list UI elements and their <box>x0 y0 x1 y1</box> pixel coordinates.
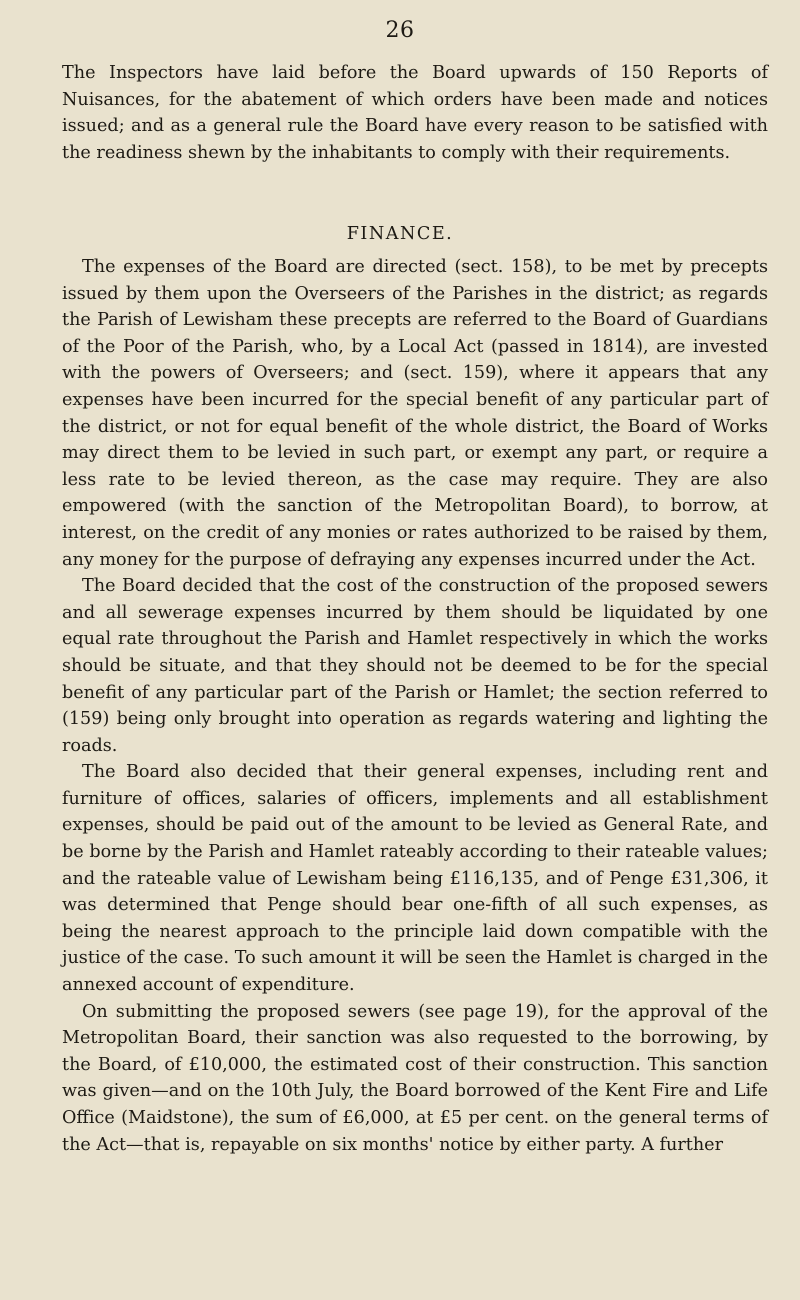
intro-paragraph: The Inspectors have laid before the Board upwards of 150 Reports of Nuisances, for the abatement of which orders have been made and notices issued; and as a general rule the Board have every reason to be satisfied with the readiness shewn by the inhabitants to comply with their requirements. <box>62 63 768 163</box>
finance-paragraph-1: The expenses of the Board are directed (sect. 158), to be met by precepts issued by them upon the Overseers of the Parishes in the district; as regards the Parish of Lewisham these precepts are referred to the Board of Guardians of the Poor of the Parish, who, by a Local Act (passed in 1814), are invested with the powers of Overseers; and (sect. 159), where it appears that any expenses have been incurred for the special benefit of any particular part of the district, or not for equal benefit of the whole district, the Board of Works may direct them to be levied in such part, or exempt any part, or require a less rate to be levied thereon, as the case may require. They are also empowered (with the sanction of the Metropolitan Board), to borrow, at interest, on the credit of any monies or rates authorized to be raised by them, any money for the purpose of defraying any expenses incurred under the Act. <box>62 257 768 570</box>
page-number: 26 <box>385 18 415 43</box>
intro-section <box>62 60 768 166</box>
finance-paragraph-3: The Board also decided that their general expenses, including rent and furniture of offices, salaries of officers, implements and all establishment expenses, should be paid out of the amount to be levied as General Rate, and be borne by the Parish and Hamlet rateably according to their rateable values; and the rateable value of Lewisham being £116,135, and of Penge £31,306, it was determined that Penge should bear one-fifth of all such expenses, as being the nearest approach to the principle laid down compatible with the justice of the case. To such amount it will be seen the Hamlet is charged in the annexed account of expenditure. <box>62 762 768 996</box>
finance-section <box>62 254 768 1158</box>
finance-paragraph-2: The Board decided that the cost of the construction of the proposed sewers and all sewerage expenses incurred by them should be liquidated by one equal rate throughout the Parish and Hamlet respectively in which the works should be situate, and that they should not be deemed to be for the special benefit of any particular part of the Parish or Hamlet; the section referred to (159) being only brought into operation as regards watering and lighting the roads. <box>62 576 768 756</box>
finance-heading: FINANCE. <box>346 224 454 244</box>
finance-paragraph-4: On submitting the proposed sewers (see page 19), for the approval of the Metropolitan Board, their sanction was also requested to the borrowing, by the Board, of £10,000, the estimated cost of their construction. This sanction was given—and on the 10th July, the Board borrowed of the Kent Fire and Life Office (Maidstone), the sum of £6,000, at £5 per cent. on the general terms of the Act—that is, repayable on six months' notice by either party. A further <box>62 1001 768 1155</box>
